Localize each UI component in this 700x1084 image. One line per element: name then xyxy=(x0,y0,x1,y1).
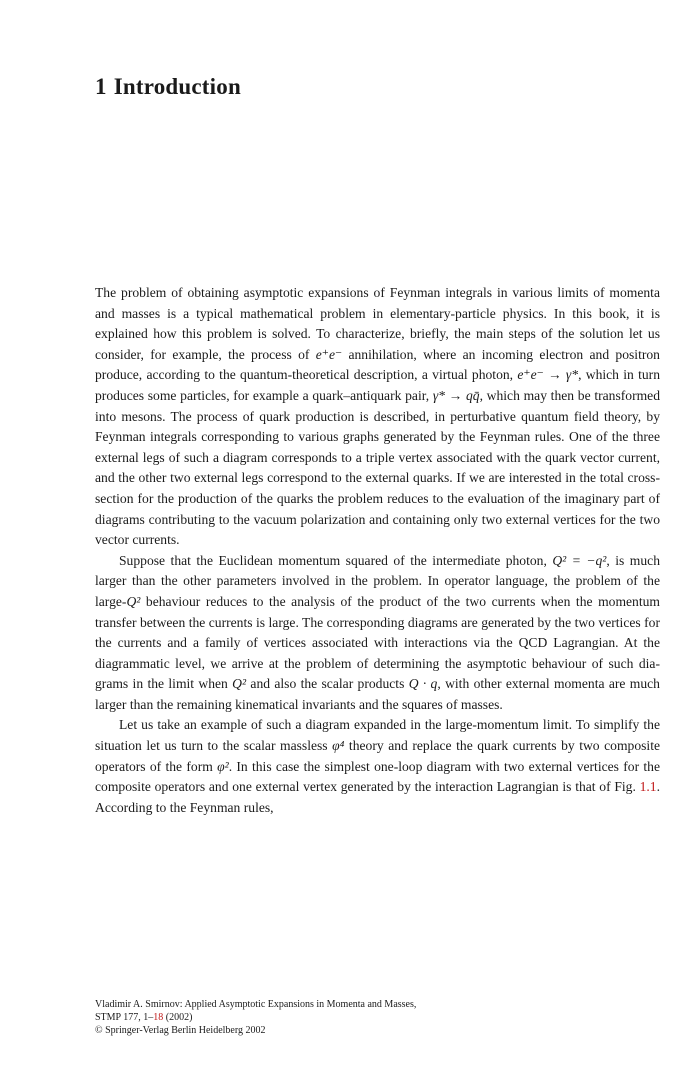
math-inline: Q² xyxy=(232,676,247,692)
paragraph-2 xyxy=(95,551,660,716)
footer-series xyxy=(95,1011,615,1024)
math-inline: e⁺e⁻ xyxy=(315,346,343,362)
math-inline: φ⁴ xyxy=(332,738,345,754)
paragraph-1 xyxy=(95,283,660,551)
text-run: The problem of obtaining asymptotic expansions of Feynman integrals in various limits of momenta and masses is a typical mathematical problem in elementary-particle physics. In this book, it is explained how this problem is solved. To characterize, briefly, the main steps of the solution let us consider, for example, the process of xyxy=(95,285,660,362)
main-text xyxy=(95,283,660,818)
footer-citation: Vladimir A. Smirnov: Applied Asymptotic Expansions in Momenta and Masses, xyxy=(95,999,417,1010)
text-run: and also the scalar products xyxy=(246,676,409,692)
math-inline: γ* → qq̄ xyxy=(432,387,480,403)
text-run: . In this case the simplest one-loop diagram with two external vertices for the composite operators and one external vertex generated by the interaction Lagrangian is that of Fig. xyxy=(95,758,660,795)
text-run: , is much larger than the other parameters involved in the problem. In operator language, the problem of the large- xyxy=(95,552,660,609)
text-run: , which may then be transformed into mesons. The process of quark production is described, in perturbative quantum field theory, by Feynman integrals corresponding to various graphs generated by the Feynman rules. One of the three external legs of such a diagram corresponds to a triple vertex associated with the quark vector current, and the other two external legs correspond to the external quarks. If we are interested in the total cross-section for the production of the quarks the problem reduces to the evaluation of the imaginary part of diagrams contributing to the vacuum polarization and containing only two external vertices for the two vector currents. xyxy=(95,387,660,548)
footer-year: (2002) xyxy=(163,1012,193,1023)
paragraph-3 xyxy=(95,715,660,818)
math-inline: Q² = −q² xyxy=(552,552,607,568)
math-inline: Q² xyxy=(126,593,141,609)
text-run: theory and replace the quark currents by two composite operators of the form xyxy=(95,738,660,774)
chapter-title xyxy=(95,72,241,102)
text-run: , with other external momenta are much larger than the remaining kinematical invariants and the squares of masses. xyxy=(95,676,660,712)
footer-copyright: © Springer-Verlag Berlin Heidelberg 2002 xyxy=(95,1025,266,1036)
chapter-number: 1 xyxy=(95,74,107,99)
math-inline: φ² xyxy=(217,758,229,774)
text-run: , which in turn produces some particles, for example a quark–antiquark pair, xyxy=(95,367,660,403)
text-run: Let us take an example of such a diagram expanded in the large-momentum limit. To simplify the situation let us turn to the scalar massless xyxy=(95,717,660,754)
math-inline: Q · q xyxy=(408,676,438,692)
chapter-title-text: Introduction xyxy=(113,74,241,99)
math-inline: e⁺e⁻ → γ* xyxy=(517,367,579,383)
text-run: . According to the Feynman rules, xyxy=(95,779,660,815)
footer-pages: STMP 177, 1– xyxy=(95,1012,154,1023)
text-run: Suppose that the Euclidean momentum squared of the intermediate photon, xyxy=(119,552,553,568)
footer-page-reference-link[interactable]: 18 xyxy=(153,1012,164,1023)
copyright-footer xyxy=(95,998,615,1037)
figure-reference-link[interactable]: 1.1 xyxy=(639,779,657,795)
text-run: behaviour reduces to the analysis of the product of the two currents when the momentum transfer between the currents is large. The corresponding diagrams are generated by the two vertices for the currents and a family of vertices associated with interactions via the QCD Lagrangian. At the diagrammatic level, we arrive at the problem of determining the asymptotic behaviour of such diagrams in the limit when xyxy=(95,593,660,692)
text-run: annihilation, where an incoming electron and positron produce, according to the quantum-theoretical description, a virtual photon, xyxy=(95,346,660,383)
